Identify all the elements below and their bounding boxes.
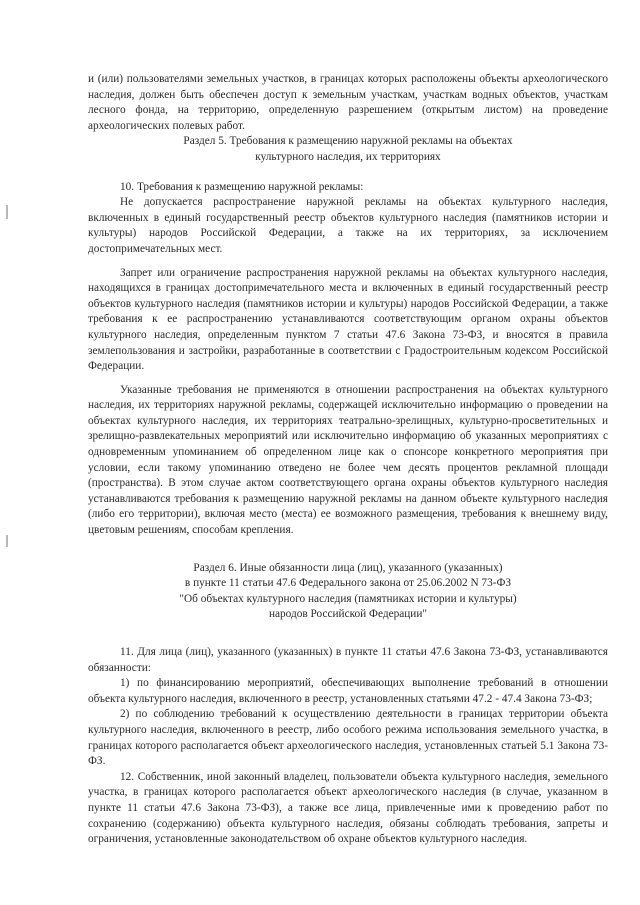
scan-margin-mark bbox=[6, 205, 8, 219]
section6-title-line2: в пункте 11 статьи 47.6 Федерального закона от 25.06.2002 N 73-ФЗ bbox=[184, 577, 512, 590]
item12-paragraph: 12. Собственник, иной законный владелец, пользователи объекта культурного наследия, земельного участка, в границах которого располагается объект археологического наследия (в случае, указанном в пункте 11 статьи 47.6 Закона 73-ФЗ), а также все лица, привлеченные ими к проведению работ по сохранению (содержанию) объекта культурного наследия, обязаны соблюдать требования, запреты и ограничения, установленные законодательством об охране объектов культурного наследия. bbox=[88, 770, 608, 846]
item11-obligation-2: 2) по соблюдению требований к осуществлению деятельности в границах территории объекта культурного наследия, включенного в реестр, либо особого режима использования земельного участка, в границах которого располагается объект археологического наследия, установленных статьей 5.1 Закона 73-ФЗ. bbox=[88, 708, 608, 768]
item11-heading: 11. Для лица (лиц), указанного (указанных) в пункте 11 статьи 47.6 Закона 73-ФЗ, устанавливаются обязанности: bbox=[88, 646, 608, 674]
top-paragraph: и (или) пользователями земельных участков, в границах которых расположены объекты археологического наследия, должен быть обеспечен доступ к земельным участкам, участкам водных объектов, участкам лесного фонда, на территорию, определенную разрешением (открытым листом) на проведение археологических полевых работ. bbox=[88, 73, 608, 132]
item10-paragraph-2: Запрет или ограничение распространения наружной рекламы на объектах культурного наследия, находящихся в границах достопримечательного места и включенных в единый государственный реестр объектов культурного наследия (памятников истории и культуры) народов Российской Федерации, а также требования к ее распространению устанавливаются соответствующим органом охраны объектов культурного наследия, определенным пунктом 7 статьи 47.6 Закона 73-ФЗ, и вносятся в правила землепользования и застройки, разработанные в соответствии с Градостроительным кодексом Российской Федерации. bbox=[88, 266, 608, 373]
section6-title-line1: Раздел 6. Иные обязанности лица (лиц), указанного (указанных) bbox=[193, 561, 503, 574]
item10-paragraph-3: Указанные требования не применяются в отношении распространения на объектах культурного наследия, их территориях наружной рекламы, содержащей исключительно информацию о проведении на объектах культурного наследия, их территориях театрально-зрелищных, культурно-просветительных и зрелищно-развлекательных мероприятий или исключительно информацию об указанных мероприятиях с одновременным упоминанием об определенном лице как о спонсоре конкретного мероприятия при условии, если такому упоминанию отведено не более чем десять процентов рекламной площади (пространства). В этом случае актом соответствующего органа охраны объектов культурного наследия устанавливаются требования к размещению наружной рекламы на данном объекте культурного наследия (либо его территории), включая место (места) ее возможного размещения, требования к внешнему виду, цветовым решениям, способам крепления. bbox=[88, 383, 608, 537]
item10-heading: 10. Требования к размещению наружной рекламы: bbox=[120, 180, 364, 193]
item11-obligation-1: 1) по финансированию мероприятий, обеспечивающих выполнение требований в отношении объекта культурного наследия, включенного в реестр, установленных статьями 47.2 - 47.4 Закона 73-ФЗ; bbox=[88, 677, 608, 705]
section6-title-line4: народов Российской Федерации" bbox=[268, 608, 428, 621]
section6-title-line3: "Об объектах культурного наследия (памятниках истории и культуры) bbox=[179, 592, 517, 605]
section5-title bbox=[88, 134, 608, 165]
section5-title-line1: Раздел 5. Требования к размещению наружной рекламы на объектах bbox=[183, 135, 513, 148]
document-body bbox=[88, 72, 608, 848]
section5-title-line2: культурного наследия, их территориях bbox=[255, 150, 441, 163]
item10-paragraph-1: Не допускается распространение наружной рекламы на объектах культурного наследия, включенных в единый государственный реестр объектов культурного наследия (памятников истории и культуры) народов Российской Федерации, а также на их территориях, за исключением достопримечательных мест. bbox=[88, 196, 608, 255]
section6-title bbox=[88, 561, 608, 623]
scan-margin-mark bbox=[6, 535, 8, 547]
